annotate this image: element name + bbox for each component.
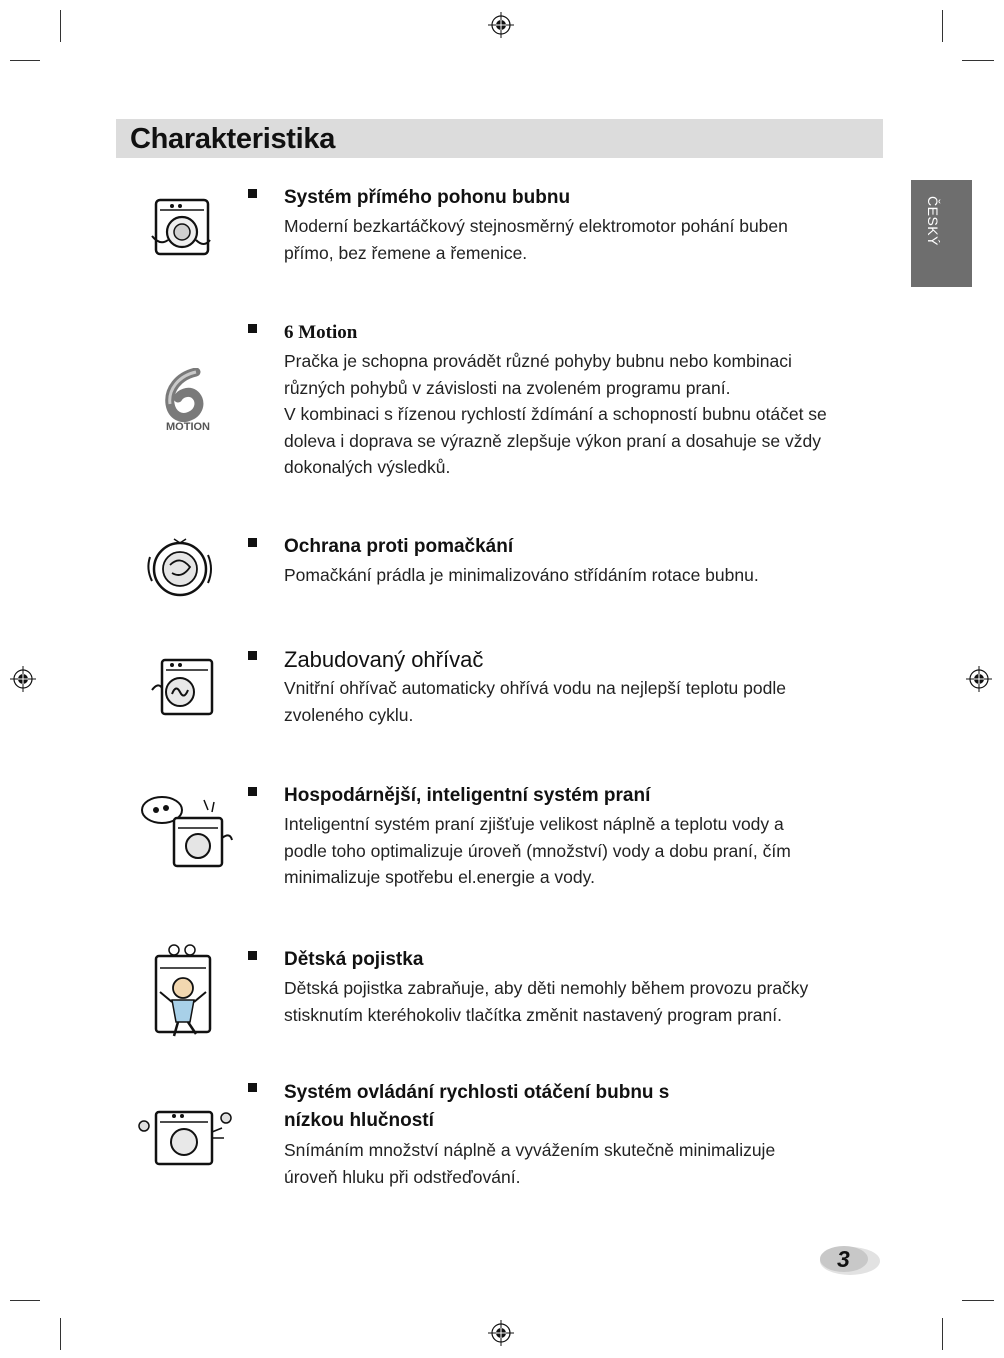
bullet-icon (248, 951, 257, 960)
child-lock-icon (150, 940, 216, 1042)
page-number-badge (816, 1241, 886, 1281)
feature-item (248, 647, 878, 728)
intelligent-wash-icon (138, 792, 236, 870)
six-motion-logo-icon (160, 368, 216, 434)
bullet-icon (248, 651, 257, 660)
direct-drive-washer-icon (150, 196, 212, 260)
feature-description: Pračka je schopna provádět různé pohyby bubnu nebo kombinaci různých pohybů v závislosti na zvoleném programu praní. V kombinaci s řízenou rychlostí ždímání a schopností bubnu otáčet se doleva i doprava se výrazně zlepšuje výkon praní a dosahuje se vždy dokonalých výsledků. (284, 351, 827, 477)
feature-title: Zabudovaný ohřívač (284, 647, 484, 672)
feature-description: Vnitřní ohřívač automaticky ohřívá vodu na nejlepší teplotu podle zvoleného cyklu. (284, 678, 786, 725)
language-tab-label: ČESKÝ (925, 196, 941, 246)
feature-title: Ochrana proti pomačkání (284, 536, 514, 557)
six-motion-logo-text: MOTION (166, 421, 210, 433)
page-title: Charakteristika (130, 123, 336, 155)
crop-mark (942, 1318, 943, 1350)
crop-mark (962, 60, 994, 61)
bullet-icon (248, 324, 257, 333)
feature-title: Systém přímého pohonu bubnu (284, 187, 571, 208)
crop-mark (942, 10, 943, 42)
anti-crease-drum-icon (144, 535, 214, 603)
feature-item (248, 320, 878, 481)
feature-title: Hospodárnější, inteligentní systém praní (284, 785, 651, 806)
low-noise-washer-icon (136, 1102, 234, 1168)
crop-mark (962, 1300, 994, 1301)
feature-description: Moderní bezkartáčkový stejnosměrný elektromotor pohání buben přímo, bez řemene a řemenice. (284, 216, 788, 263)
built-in-heater-icon (150, 656, 218, 720)
crop-mark (60, 10, 61, 42)
feature-description: Pomačkání prádla je minimalizováno střídáním rotace bubnu. (284, 565, 759, 585)
feature-item (248, 1079, 878, 1190)
registration-mark-icon (966, 666, 992, 692)
feature-item (248, 185, 878, 266)
feature-description: Snímáním množství náplně a vyvážením skutečně minimalizuje úroveň hluku při odstřeďování. (284, 1140, 776, 1187)
feature-description: Dětská pojistka zabraňuje, aby děti nemohly během provozu pračky stisknutím kteréhokoliv tlačítka změnit nastavený program praní. (284, 978, 809, 1025)
language-tab (911, 180, 972, 287)
feature-item (248, 783, 878, 891)
bullet-icon (248, 787, 257, 796)
crop-mark (10, 60, 40, 61)
bullet-icon (248, 189, 257, 198)
registration-mark-icon (10, 666, 36, 692)
page-number: 3 (837, 1246, 850, 1272)
section-title-bar (116, 119, 883, 158)
feature-title: 6 Motion (284, 322, 358, 343)
bullet-icon (248, 1083, 257, 1092)
crop-mark (60, 1318, 61, 1350)
crop-mark (10, 1300, 40, 1301)
feature-item (248, 947, 878, 1028)
feature-title: Systém ovládání rychlosti otáčení bubnu s nízkou hlučností (284, 1082, 670, 1131)
feature-item (248, 534, 878, 589)
feature-title: Dětská pojistka (284, 949, 424, 970)
bullet-icon (248, 538, 257, 547)
feature-description: Inteligentní systém praní zjišťuje velikost náplně a teplotu vody a podle toho optimalizuje úroveň (množství) vody a dobu praní, čím minimalizuje spotřebu el.energie a vody. (284, 814, 791, 887)
registration-mark-icon (488, 12, 514, 38)
registration-mark-icon (488, 1320, 514, 1346)
